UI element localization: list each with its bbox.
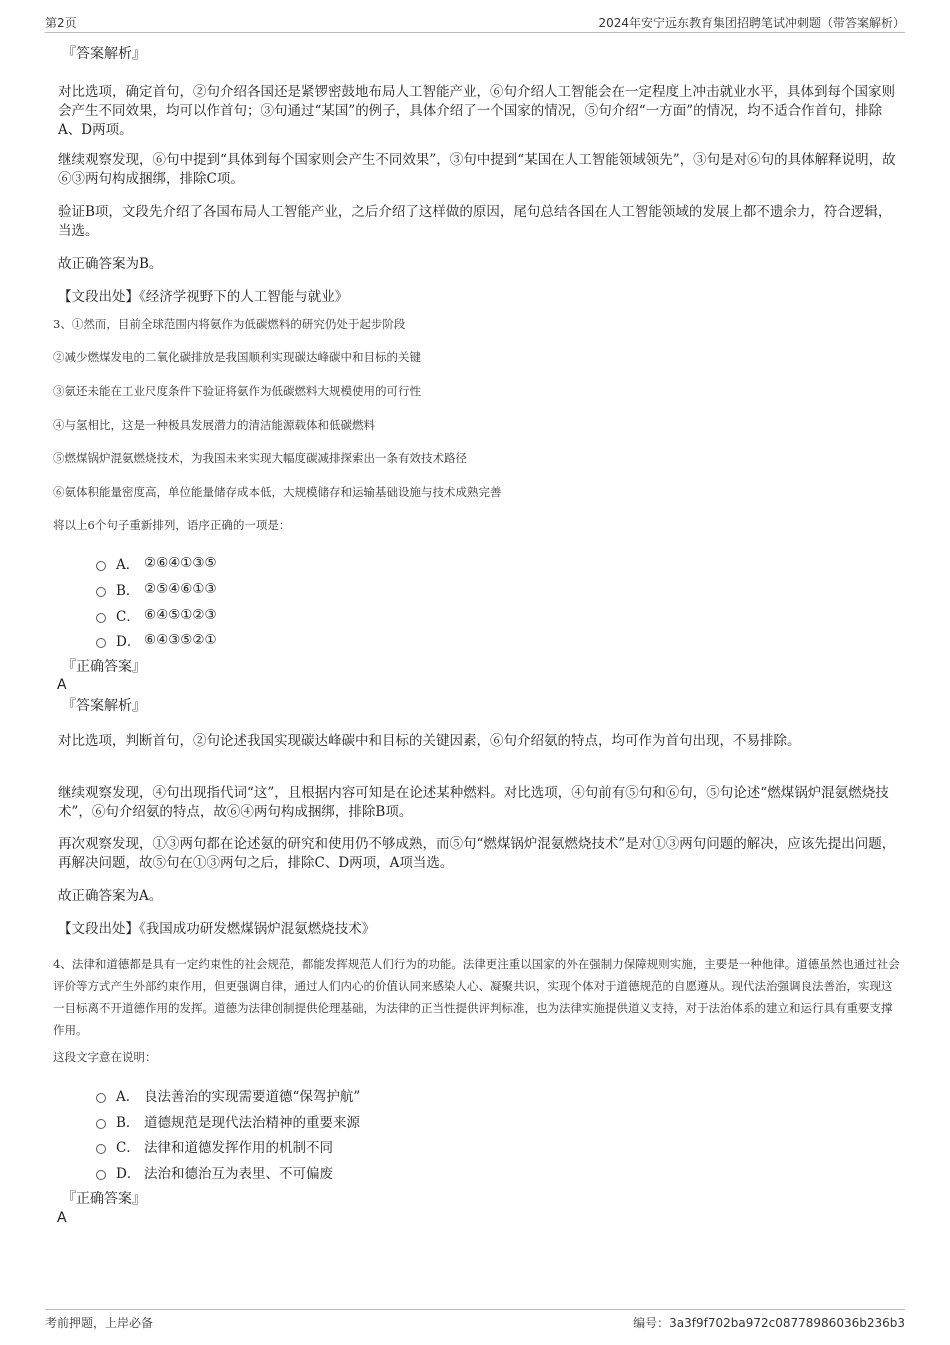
option-text: 道德规范是现代法治精神的重要来源 <box>144 1115 360 1131</box>
option-key: B． <box>116 583 140 599</box>
option-key: D． <box>116 1166 141 1182</box>
analysis-paragraph: 对比选项，确定首句，②句介绍各国还是紧锣密鼓地布局人工智能产业，⑥句介绍人工智能会在一定程度上冲击就业水平，具体到每个国家则会产生不同效果，均可以作首句；③句通过“某国”的例子，具体介绍了一个国家的情况，⑤句介绍“一方面”的情况，均不适合作首句，排除A、D两项。 <box>58 84 895 138</box>
radio-button[interactable] <box>96 1144 106 1154</box>
radio-button[interactable] <box>96 1170 106 1180</box>
question-stem: 4、法律和道德都是具有一定约束性的社会规范，都能发挥规范人们行为的功能。法律更注重以国家的外在强制力保障规则实施，主要是一种他律。道德虽然也通过社会评价等方式产生外部约束作用，但更强调自律，通过人们内心的价值认同来感染人心、凝聚共识，实现个体对于道德规范的自愿遵从。现代法治强调良法善治，实现这一目标离不开道德作用的发挥。道德为法律创制提供伦理基础，为法律的正当性提供评判标准，也为法律实施提供道义支持，对于法治体系的建立和运行具有重要支撑作用。 <box>53 957 900 1037</box>
correct-answer: A <box>57 1210 67 1226</box>
option-text: 法律和道德发挥作用的机制不同 <box>144 1140 333 1156</box>
option-key: A． <box>116 1089 140 1105</box>
analysis-paragraph: 验证B项，文段先介绍了各国布局人工智能产业，之后介绍了这样做的原因，尾句总结各国在人工智能领域的发展上都不遗余力，符合逻辑，当选。 <box>58 204 892 239</box>
analysis-paragraph: 继续观察发现，④句出现指代词“这”，且根据内容可知是在论述某种燃料。对比选项，④句前有⑤句和⑥句，⑤句论述“燃煤锅炉混氨燃烧技术”，⑥句介绍氨的特点，故⑥④两句构成捆绑，排除B项。 <box>58 785 889 820</box>
question-sentence: ⑤燃煤锅炉混氨燃烧技术，为我国未来实现大幅度碳减排探索出一条有效技术路径 <box>53 451 467 465</box>
question-prompt: 将以上6个句子重新排列，语序正确的一项是： <box>53 518 291 532</box>
option-c[interactable] <box>96 1136 333 1156</box>
question-sentence: ⑥氨体积能量密度高，单位能量储存成本低，大规模储存和运输基础设施与技术成熟完善 <box>53 485 502 499</box>
option-d[interactable] <box>96 630 217 650</box>
analysis-label: 『答案解析』 <box>62 698 146 714</box>
option-text: ⑥④⑤①②③ <box>144 607 217 623</box>
document-id: 编号：3a3f9f702ba972c08778986036b236b3 <box>633 1316 905 1330</box>
option-text: ②⑥④①③⑤ <box>144 555 217 571</box>
question-sentence: ③氨还未能在工业尺度条件下验证将氨作为低碳燃料大规模使用的可行性 <box>53 384 421 398</box>
question-sentence: 3、①然而，目前全球范围内将氨作为低碳燃料的研究仍处于起步阶段 <box>53 317 406 331</box>
question-prompt: 这段文字意在说明： <box>53 1050 157 1064</box>
option-key: C． <box>116 609 140 625</box>
analysis-paragraph: 对比选项，判断首句，②句论述我国实现碳达峰碳中和目标的关键因素，⑥句介绍氨的特点，均可作为首句出现，不易排除。 <box>58 733 801 749</box>
page-number: 第2页 <box>45 16 77 30</box>
option-a[interactable] <box>96 1085 360 1105</box>
option-b[interactable] <box>96 579 217 599</box>
footer-divider <box>45 1309 905 1310</box>
radio-button[interactable] <box>96 638 106 648</box>
analysis-paragraph: 继续观察发现，⑥句中提到“具体到每个国家则会产生不同效果”，③句中提到“某国在人工智能领域领先”，③句是对⑥句的具体解释说明，故⑥③两句构成捆绑，排除C项。 <box>58 152 896 187</box>
footer-slogan: 考前押题，上岸必备 <box>45 1316 154 1330</box>
option-text: 良法善治的实现需要道德“保驾护航” <box>144 1089 361 1105</box>
header-divider <box>45 32 905 33</box>
radio-button[interactable] <box>96 1093 106 1103</box>
radio-button[interactable] <box>96 587 106 597</box>
radio-button[interactable] <box>96 561 106 571</box>
analysis-paragraph: 再次观察发现，①③两句都在论述氨的研究和使用仍不够成熟，而⑤句“燃煤锅炉混氨燃烧技术”是对①③两句问题的解决，应该先提出问题，再解决问题，故⑤句在①③两句之后，排除C、D两项，A项当选。 <box>58 836 896 871</box>
option-key: D． <box>116 634 141 650</box>
option-text: 法治和德治互为表里、不可偏废 <box>144 1166 333 1182</box>
option-c[interactable] <box>96 605 217 625</box>
analysis-conclusion: 故正确答案为A。 <box>58 888 163 904</box>
option-key: C． <box>116 1140 140 1156</box>
option-text: ②⑤④⑥①③ <box>144 581 217 597</box>
radio-button[interactable] <box>96 1119 106 1129</box>
correct-answer-label: 『正确答案』 <box>62 1191 146 1207</box>
analysis-label: 『答案解析』 <box>62 46 146 62</box>
option-b[interactable] <box>96 1111 360 1131</box>
option-text: ⑥④③⑤②① <box>144 632 217 648</box>
radio-button[interactable] <box>96 613 106 623</box>
option-key: A． <box>116 557 140 573</box>
option-d[interactable] <box>96 1162 333 1182</box>
source-citation: 【文段出处】《经济学视野下的人工智能与就业》 <box>58 289 349 305</box>
question-sentence: ④与氢相比，这是一种极具发展潜力的清洁能源载体和低碳燃料 <box>53 418 375 432</box>
correct-answer-label: 『正确答案』 <box>62 659 146 675</box>
analysis-conclusion: 故正确答案为B。 <box>58 256 163 272</box>
option-a[interactable] <box>96 553 217 573</box>
option-key: B． <box>116 1115 140 1131</box>
document-title: 2024年安宁远东教育集团招聘笔试冲刺题（带答案解析） <box>598 16 905 30</box>
question-sentence: ②减少燃煤发电的二氧化碳排放是我国顺利实现碳达峰碳中和目标的关键 <box>53 350 421 364</box>
source-citation: 【文段出处】《我国成功研发燃煤锅炉混氨燃烧技术》 <box>58 921 376 937</box>
correct-answer: A <box>57 677 67 693</box>
